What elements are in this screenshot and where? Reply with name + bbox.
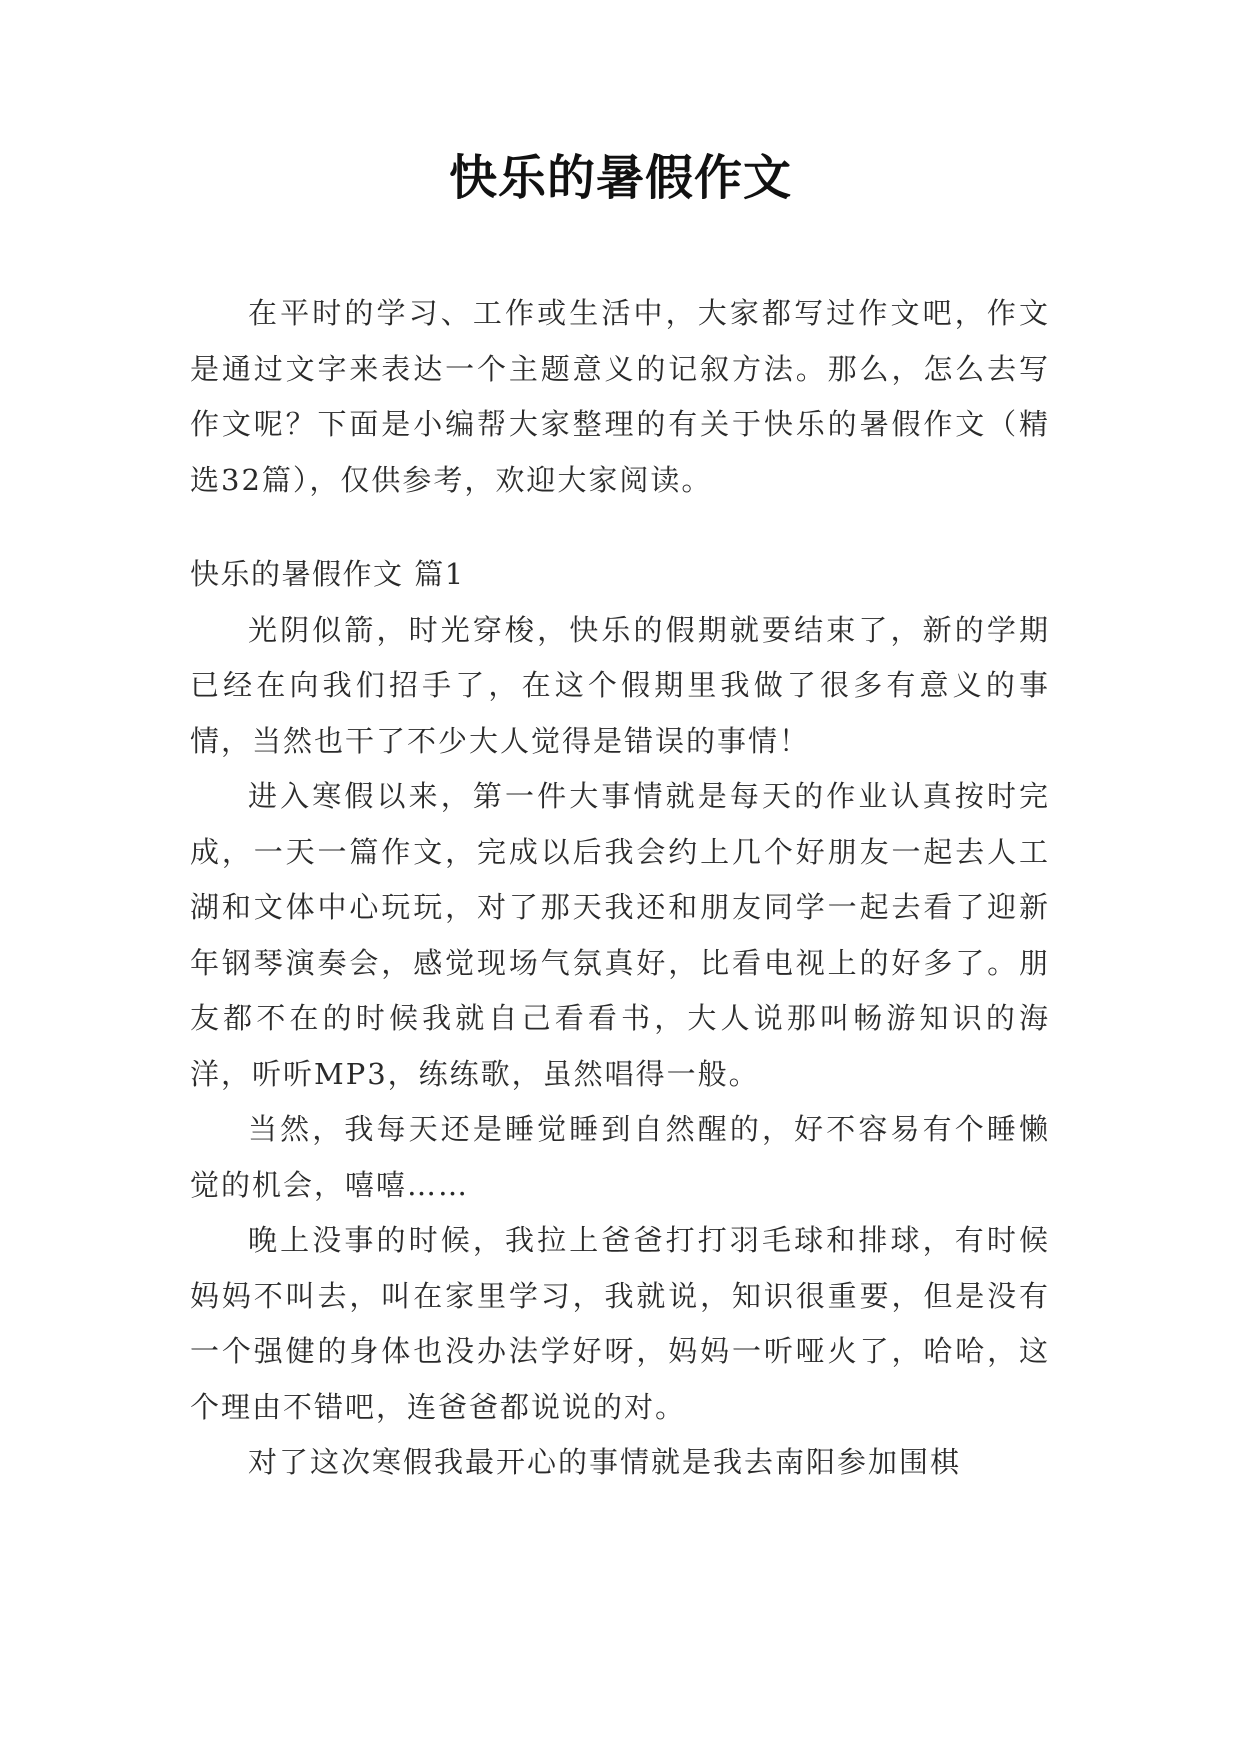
paragraph-spacer [190, 508, 1050, 547]
body-paragraph-1: 光阴似箭，时光穿梭，快乐的假期就要结束了，新的学期已经在向我们招手了，在这个假期里我做了很多有意义的事情，当然也干了不少大人觉得是错误的事情！ [190, 612, 1050, 758]
body-paragraph-3: 当然，我每天还是睡觉睡到自然醒的，好不容易有个睡懒觉的机会，嘻嘻…… [190, 1112, 1050, 1202]
section-heading: 快乐的暑假作文 篇1 [190, 557, 465, 591]
document-body [190, 286, 1050, 1491]
body-paragraph-4: 晚上没事的时候，我拉上爸爸打打羽毛球和排球，有时候妈妈不叫去，叫在家里学习，我就说，知识很重要，但是没有一个强健的身体也没办法学好呀，妈妈一听哑火了，哈哈，这个理由不错吧，连爸爸都说说的对。 [190, 1223, 1050, 1424]
body-paragraph-2: 进入寒假以来，第一件大事情就是每天的作业认真按时完成，一天一篇作文，完成以后我会约上几个好朋友一起去人工湖和文体中心玩玩，对了那天我还和朋友同学一起去看了迎新年钢琴演奏会，感觉现场气氛真好，比看电视上的好多了。朋友都不在的时候我就自己看看书，大人说那叫畅游知识的海洋，听听MP3，练练歌，虽然唱得一般。 [190, 779, 1050, 1091]
document-title: 快乐的暑假作文 [448, 150, 792, 206]
intro-paragraph: 在平时的学习、工作或生活中，大家都写过作文吧，作文是通过文字来表达一个主题意义的记叙方法。那么，怎么去写作文呢？下面是小编帮大家整理的有关于快乐的暑假作文（精选32篇），仅供参考，欢迎大家阅读。 [190, 296, 1050, 497]
body-paragraph-5: 对了这次寒假我最开心的事情就是我去南阳参加围棋 [248, 1445, 962, 1479]
